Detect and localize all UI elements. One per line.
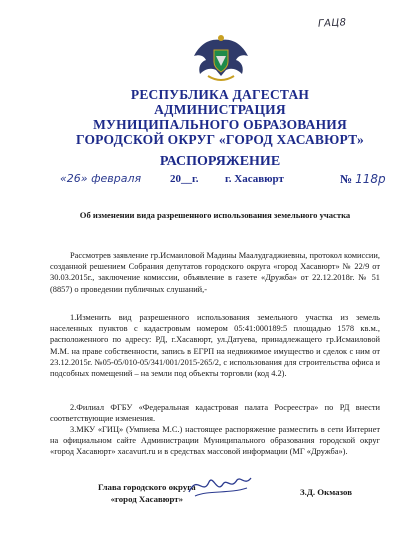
city-name: г. Хасавюрт <box>225 173 284 185</box>
paragraph-item-2: 2.Филиал ФГБУ «Федеральная кадастровая палата Росреестра» по РД внести соответствующие изменения. <box>50 403 380 424</box>
signatory-title-line1: Глава городского округа <box>98 482 196 492</box>
header-administration: АДМИНИСТРАЦИЯ <box>154 102 286 117</box>
date-number-line <box>60 172 390 192</box>
paragraph-item-1: 1.Изменить вид разрешенного использования земельного участка из земель населенных пунктов с кадастровым номером 05:41:000189:5 площадью 1578 кв.м., расположенного по адресу: РД, г.Хасавюрт, ул.Датуева, принадлежащего гр.Исмаиловой М.М. на праве собственности, запись в ЕГРП на недвижимое имущество и сделок с ним от 23.12.2015г. №05-05/010-05/341/001/2015-265/2, с использования для строительства офиса и подсобных помещений – на земли под объекты торговли (код 4.2). <box>50 313 380 379</box>
header-city-district: ГОРОДСКОЙ ОКРУГ «ГОРОД ХАСАВЮРТ» <box>76 132 364 147</box>
coat-of-arms-icon <box>190 30 252 86</box>
handwritten-signature <box>185 470 255 500</box>
paragraph-preamble: Рассмотрев заявление гр.Исмаиловой Мадины Маалудгаджиевны, протокол комиссии, созданной решением Собрания депутатов городского округа «город Хасавюрт» № 22/9 от 30.03.2015г., заключение комиссии, объявление в газете «Дружба» от 22.12.2018г. № 51 (8857) о проведении публичных слушаний,- <box>50 251 380 294</box>
header-municipality: МУНИЦИПАЛЬНОГО ОБРАЗОВАНИЯ <box>93 117 347 132</box>
header-republic: РЕСПУБЛИКА ДАГЕСТАН <box>130 87 310 102</box>
handwritten-corner-mark: ГАЦ8 <box>317 17 347 30</box>
signatory-name: З.Д. Окмазов <box>300 487 352 497</box>
date-year-printed: 20__г. <box>170 173 199 185</box>
number-prefix: № <box>340 172 353 186</box>
signatory-title-line2: «город Хасавюрт» <box>110 494 183 504</box>
date-handwritten: «26» февраля <box>60 172 142 185</box>
signatory-title <box>98 481 196 505</box>
document-subject: Об изменении вида разрешенного использования земельного участка <box>79 210 351 220</box>
paragraph-item-3: 3.МКУ «ГИЦ» (Умпиева М.С.) настоящее распоряжение разместить в сети Интернет на официальном сайте Администрации Муниципального образования городской округ «город Хасавюрт» xacavurt.ru и в средствах массовой информации (МГ «Дружба»). <box>50 425 380 457</box>
document-number <box>340 172 386 187</box>
number-handwritten: 118р <box>355 172 386 186</box>
document-type: РАСПОРЯЖЕНИЕ <box>159 154 281 169</box>
